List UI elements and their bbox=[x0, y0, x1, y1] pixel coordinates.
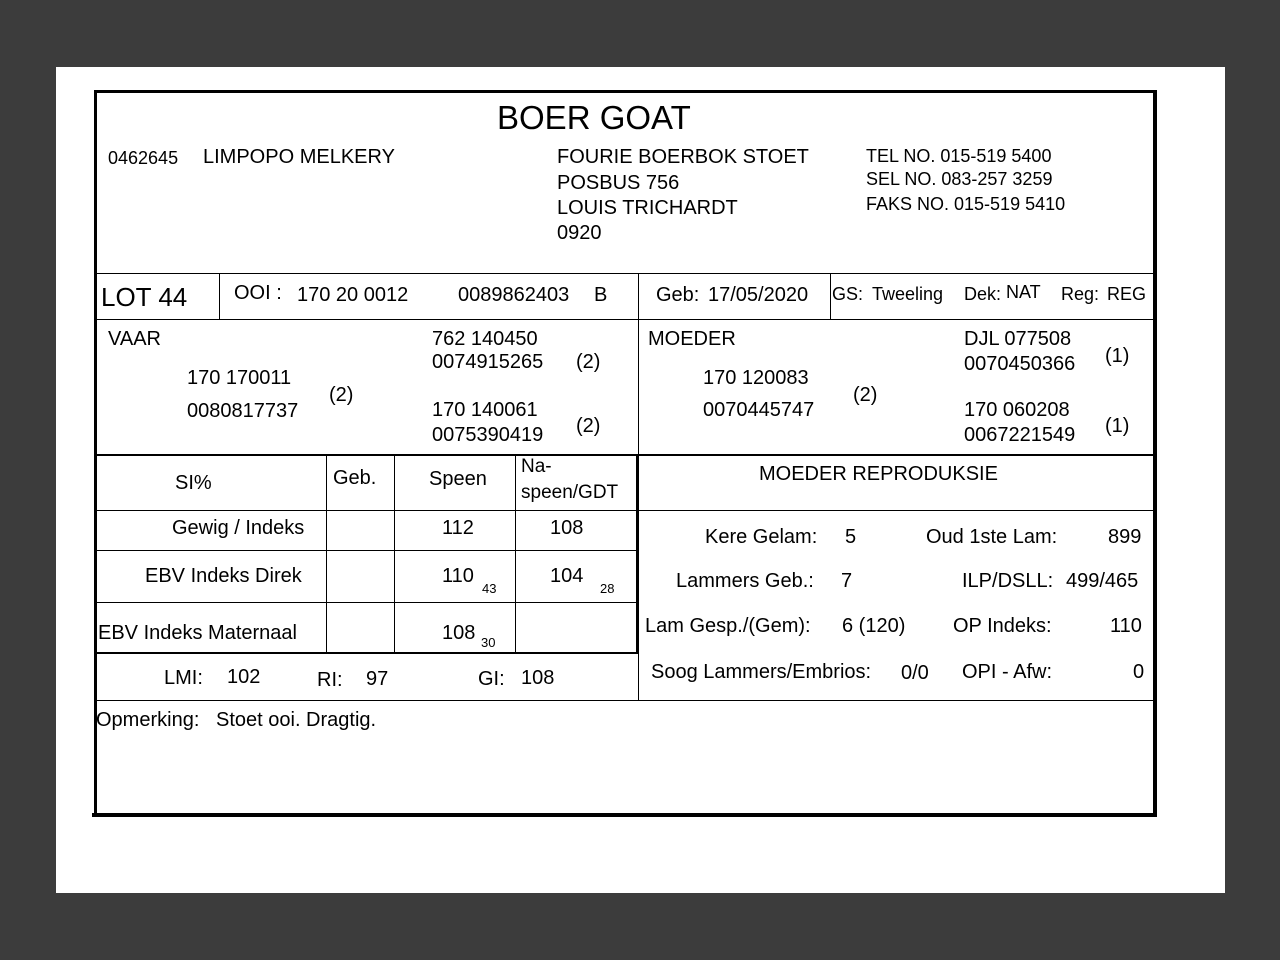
kere-gelam-label: Kere Gelam: bbox=[705, 526, 818, 548]
remarks-text: Stoet ooi. Dragtig. bbox=[216, 709, 377, 731]
address-line2: LOUIS TRICHARDT bbox=[557, 197, 738, 219]
page-title: BOER GOAT bbox=[497, 99, 691, 136]
moeder-grade: (2) bbox=[853, 384, 878, 406]
vrule-table-right bbox=[636, 456, 638, 654]
row-naspeen-sub: 28 bbox=[600, 581, 615, 596]
geb-date: 17/05/2020 bbox=[708, 284, 809, 306]
ilp-value: 499/465 bbox=[1066, 570, 1139, 592]
reproduksie-title: MOEDER REPRODUKSIE bbox=[759, 463, 998, 485]
geb-label: Geb: bbox=[656, 284, 700, 306]
vrule-geb bbox=[830, 273, 831, 319]
lot-number: LOT 44 bbox=[101, 282, 188, 312]
moeder-dam-id2: 0067221549 bbox=[964, 424, 1076, 446]
vaar-dam-id1: 170 140061 bbox=[432, 399, 538, 421]
vrule-lot bbox=[219, 273, 220, 319]
lammers-geb-label: Lammers Geb.: bbox=[676, 570, 814, 592]
rule-pedigree bbox=[97, 454, 1153, 456]
row-naspeen: 104 bbox=[550, 565, 584, 587]
oud-lam-value: 899 bbox=[1108, 526, 1142, 548]
rule-header bbox=[97, 273, 1153, 274]
ri-label: RI: bbox=[317, 669, 343, 691]
faks-number: FAKS NO. 015-519 5410 bbox=[866, 194, 1066, 214]
card-border-right bbox=[1153, 90, 1157, 817]
lmi-label: LMI: bbox=[164, 667, 203, 689]
ooi-number: 170 20 0012 bbox=[297, 284, 409, 306]
vaar-grade: (2) bbox=[329, 384, 354, 406]
moeder-sire-id1: DJL 077508 bbox=[964, 328, 1072, 350]
sel-number: SEL NO. 083-257 3259 bbox=[866, 169, 1053, 189]
soog-value: 0/0 bbox=[901, 662, 929, 684]
address-line1: POSBUS 756 bbox=[557, 172, 680, 194]
moeder-id2: 0070445747 bbox=[703, 399, 815, 421]
opi-label: OPI - Afw: bbox=[962, 661, 1053, 683]
animal-id: 0089862403 bbox=[458, 284, 570, 306]
vaar-id1: 170 170011 bbox=[187, 367, 292, 389]
gs-label: GS: bbox=[832, 284, 864, 304]
lam-gesp-value: 6 (120) bbox=[842, 615, 906, 637]
dek-value: NAT bbox=[1006, 282, 1041, 302]
moeder-sire-grade: (1) bbox=[1105, 345, 1130, 367]
ri-value: 97 bbox=[366, 668, 389, 690]
soog-label: Soog Lammers/Embrios: bbox=[651, 661, 872, 683]
reg-value: REG bbox=[1107, 284, 1147, 304]
ooi-label: OOI : bbox=[234, 282, 282, 304]
lmi-value: 102 bbox=[227, 666, 261, 688]
card-border-bottom bbox=[92, 813, 1157, 817]
card-border-top bbox=[94, 90, 1157, 93]
row-speen: 112 bbox=[442, 517, 474, 539]
vrule-speen-col bbox=[394, 456, 395, 652]
dek-label: Dek: bbox=[964, 284, 1002, 304]
vaar-sire-id2: 0074915265 bbox=[432, 351, 544, 373]
moeder-id1: 170 120083 bbox=[703, 367, 809, 389]
vaar-dam-grade: (2) bbox=[576, 415, 601, 437]
moeder-dam-id1: 170 060208 bbox=[964, 399, 1070, 421]
row-speen-sub: 43 bbox=[482, 581, 497, 596]
vaar-sire-grade: (2) bbox=[576, 351, 601, 373]
rule-row2 bbox=[97, 602, 638, 603]
rule-row1 bbox=[97, 550, 638, 551]
moeder-label: MOEDER bbox=[648, 328, 736, 350]
lam-gesp-label: Lam Gesp./(Gem): bbox=[645, 615, 811, 637]
naspeen-header-2: speen/GDT bbox=[521, 482, 619, 503]
lammers-geb-value: 7 bbox=[841, 570, 853, 592]
row-naspeen: 108 bbox=[550, 517, 584, 539]
reg-label: Reg: bbox=[1061, 284, 1100, 304]
vrule-center bbox=[638, 273, 639, 700]
rule-lot bbox=[97, 319, 1153, 320]
row-speen: 110 bbox=[442, 565, 474, 587]
address-line3: 0920 bbox=[557, 222, 602, 244]
stud-name: FOURIE BOERBOK STOET bbox=[557, 146, 809, 168]
rule-table-head bbox=[97, 510, 1153, 511]
gi-value: 108 bbox=[521, 667, 555, 689]
rule-summary bbox=[97, 700, 1153, 701]
seller-number: 0462645 bbox=[108, 148, 179, 168]
op-indeks-value: 110 bbox=[1110, 615, 1142, 637]
remarks-label: Opmerking: bbox=[96, 709, 200, 731]
row-speen-sub: 30 bbox=[481, 635, 496, 650]
oud-lam-label: Oud 1ste Lam: bbox=[926, 526, 1058, 548]
gi-label: GI: bbox=[478, 668, 505, 690]
animal-id-suffix: B bbox=[594, 284, 608, 306]
rule-row3 bbox=[97, 652, 638, 654]
vaar-dam-id2: 0075390419 bbox=[432, 424, 544, 446]
vaar-label: VAAR bbox=[108, 328, 161, 350]
naspeen-header-1: Na- bbox=[521, 456, 552, 477]
gs-value: Tweeling bbox=[872, 284, 944, 304]
vrule-naspeen-col bbox=[515, 456, 516, 652]
row-label: EBV Indeks Direk bbox=[145, 565, 302, 587]
seller-name: LIMPOPO MELKERY bbox=[203, 146, 395, 168]
geb-header: Geb. bbox=[333, 467, 377, 489]
moeder-dam-grade: (1) bbox=[1105, 415, 1130, 437]
row-label: Gewig / Indeks bbox=[172, 517, 305, 539]
vaar-sire-id1: 762 140450 bbox=[432, 328, 538, 350]
kere-gelam-value: 5 bbox=[845, 526, 857, 548]
vrule-geb-col bbox=[326, 456, 327, 652]
op-indeks-label: OP Indeks: bbox=[953, 615, 1052, 637]
ilp-label: ILP/DSLL: bbox=[962, 570, 1054, 592]
speen-header: Speen bbox=[429, 468, 487, 490]
moeder-sire-id2: 0070450366 bbox=[964, 353, 1076, 375]
si-header: SI% bbox=[175, 472, 212, 494]
row-speen: 108 bbox=[442, 622, 476, 644]
opi-value: 0 bbox=[1133, 661, 1145, 683]
row-label: EBV Indeks Maternaal bbox=[98, 622, 297, 644]
vaar-id2: 0080817737 bbox=[187, 400, 299, 422]
tel-number: TEL NO. 015-519 5400 bbox=[866, 146, 1052, 166]
